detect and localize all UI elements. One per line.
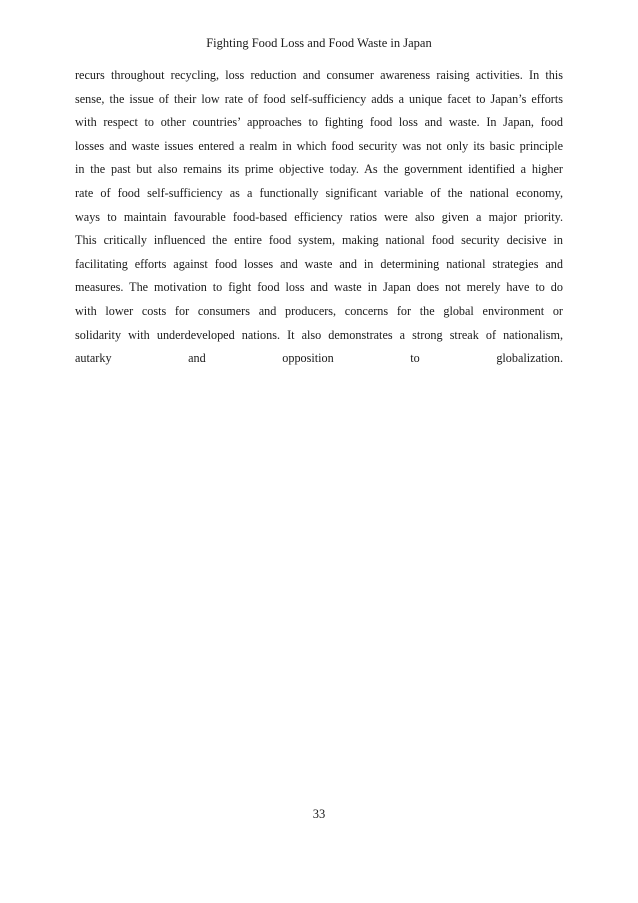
page-number: 33	[312, 807, 326, 821]
text-line: in the past but also remains its prime objective today. As the government identified a higher	[75, 162, 563, 177]
text-line: autarky and opposition to globalization.	[75, 351, 563, 366]
text-line: sense, the issue of their low rate of food self-sufficiency adds a unique facet to Japan’s efforts	[75, 91, 563, 106]
running-header: Fighting Food Loss and Food Waste in Japan	[206, 36, 432, 50]
text-line: measures. The motivation to fight food loss and waste in Japan does not merely have to do	[75, 280, 563, 295]
text-line: This critically influenced the entire food system, making national food security decisive in	[75, 233, 563, 248]
text-line: recurs throughout recycling, loss reduction and consumer awareness raising activities. In this	[75, 68, 563, 82]
text-line: losses and waste issues entered a realm in which food security was not only its basic principle	[75, 138, 563, 153]
text-line: ways to maintain favourable food-based efficiency ratios were also given a major priority.	[75, 209, 563, 224]
text-line: with lower costs for consumers and producers, concerns for the global environment or	[75, 303, 563, 318]
body-paragraph	[75, 64, 563, 371]
text-line: facilitating efforts against food losses and waste and in determining national strategies and	[75, 256, 563, 271]
text-line: solidarity with underdeveloped nations. It also demonstrates a strong streak of nationalism,	[75, 327, 563, 342]
text-line: with respect to other countries’ approaches to fighting food loss and waste. In Japan, food	[75, 115, 563, 130]
text-line: rate of food self-sufficiency as a functionally significant variable of the national economy,	[75, 185, 563, 200]
